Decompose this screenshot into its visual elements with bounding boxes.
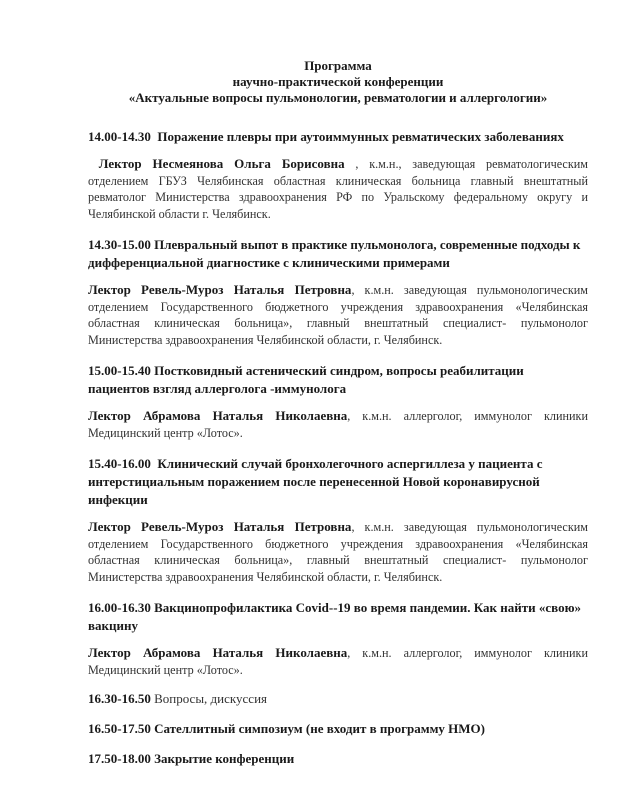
session-heading	[88, 236, 588, 272]
session-topic: Клинический случай бронхолегочного аспергиллеза у пациента с интерстициальным поражением после перенесенной Новой коронавирусной инфекции	[88, 456, 543, 507]
lecturer-details: , к.м.н. аллерголог, иммунолог клиники Медицинский центр «Лотос».	[88, 646, 588, 677]
lecturer-name: Лектор Ревель-Муроз Наталья Петровна	[88, 519, 352, 534]
document-page	[88, 58, 588, 768]
session-time: 14.30-15.00	[88, 237, 151, 252]
lecturer-info	[88, 519, 588, 585]
lecturer-details: , к.м.н. заведующая пульмонологическим отделением Государственного бюджетного учреждения здравоохранения «Челябинская областная клиническая больница», главный внештатный специалист- пульмонолог Министерства здравоохранения Челябинской области, г. Челябинск.	[88, 520, 588, 584]
session-time: 15.00-15.40	[88, 363, 151, 378]
session-heading	[88, 599, 588, 635]
session-heading	[88, 128, 588, 146]
item-time: 16.50-17.50	[88, 721, 151, 736]
lecturer-info	[88, 156, 588, 222]
document-title	[88, 58, 588, 106]
session-heading	[88, 455, 588, 509]
session-time: 16.00-16.30	[88, 600, 151, 615]
schedule-item-closing	[88, 750, 588, 768]
item-text: Сателлитный симпозиум (не входит в программу НМО)	[154, 721, 485, 736]
lecturer-info	[88, 408, 588, 441]
item-text: Закрытие конференции	[154, 751, 295, 766]
lecturer-info	[88, 282, 588, 348]
title-line-2: научно-практической конференции	[232, 74, 444, 89]
session-topic: Вакцинопрофилактика Covid--19 во время пандемии. Как найти «свою» вакцину	[88, 600, 582, 633]
lecturer-name: Лектор Несмеянова Ольга Борисовна	[98, 156, 345, 171]
session-heading	[88, 362, 588, 398]
session-topic: Плевральный выпот в практике пульмонолога, современные подходы к дифференциальной диагностике с клиническими примерами	[88, 237, 581, 270]
item-text: Вопросы, дискуссия	[154, 691, 267, 706]
schedule-item-symposium	[88, 720, 588, 738]
session-time: 14.00-14.30	[88, 129, 151, 144]
session-topic: Постковидный астенический синдром, вопросы реабилитации пациентов взгляд аллерголога -иммунолога	[88, 363, 524, 396]
lecturer-name: Лектор Абрамова Наталья Николаевна	[88, 645, 348, 660]
item-time: 17.50-18.00	[88, 751, 151, 766]
title-line-3: «Актуальные вопросы пульмонологии, ревматологии и аллергологии»	[128, 90, 548, 105]
item-time: 16.30-16.50	[88, 691, 151, 706]
title-line-1: Программа	[304, 58, 372, 73]
lecturer-details: , к.м.н. заведующая пульмонологическим отделением Государственного бюджетного учреждения здравоохранения «Челябинская областная клиническая больница», главный внештатный специалист- пульмонолог Министерства здравоохранения Челябинской области, г. Челябинск.	[88, 283, 588, 347]
schedule-item-discussion	[88, 690, 588, 708]
lecturer-name: Лектор Абрамова Наталья Николаевна	[88, 408, 348, 423]
session-time: 15.40-16.00	[88, 456, 151, 471]
lecturer-name: Лектор Ревель-Муроз Наталья Петровна	[88, 282, 352, 297]
lecturer-details: , к.м.н., заведующая ревматологическим отделением ГБУЗ Челябинская областная клиническая больница главный внештатный ревматолог Министерства здравоохранения РФ по Уральскому федеральному округу и Челябинской области г. Челябинск.	[88, 157, 588, 221]
session-topic: Поражение плевры при аутоиммунных ревматических заболеваниях	[157, 129, 564, 144]
lecturer-details: , к.м.н. аллерголог, иммунолог клиники Медицинский центр «Лотос».	[88, 409, 588, 440]
lecturer-info	[88, 645, 588, 678]
